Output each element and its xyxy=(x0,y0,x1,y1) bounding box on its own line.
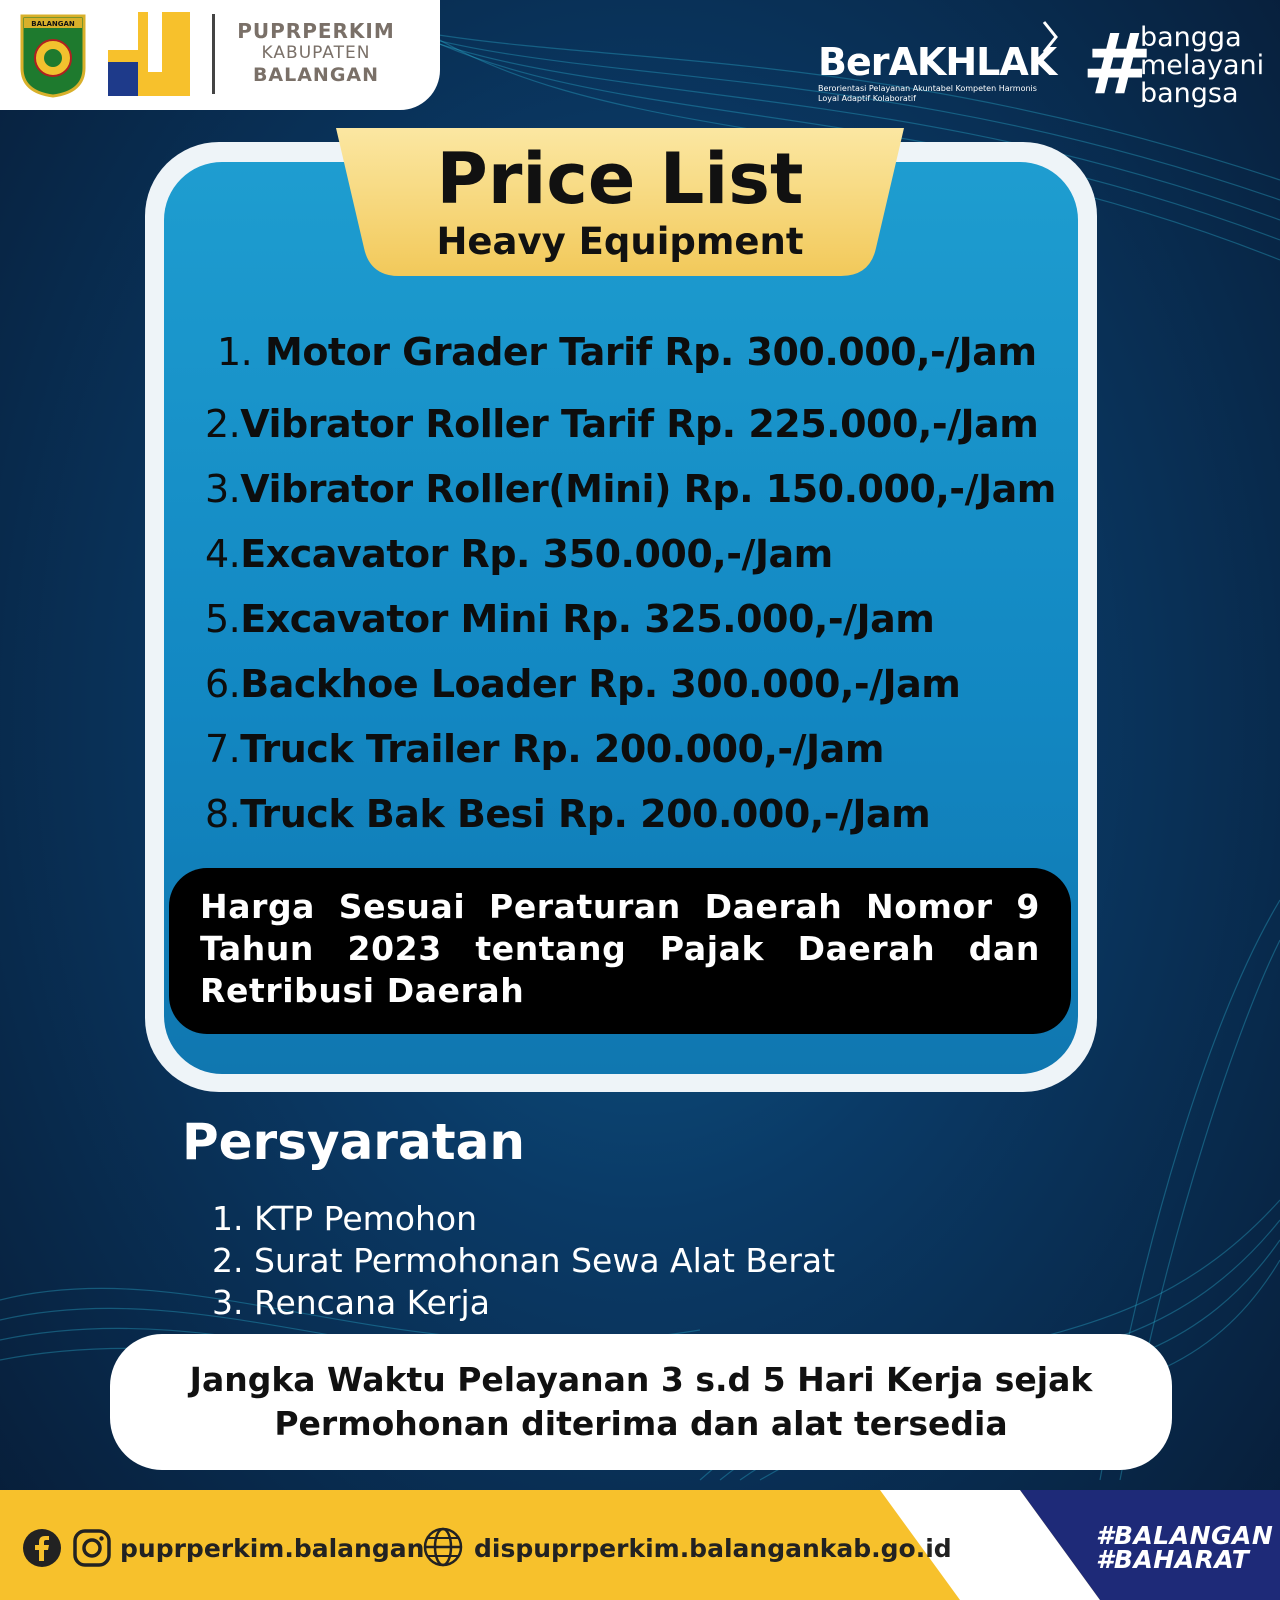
price-item-text: Truck Trailer Rp. 200.000,-/Jam xyxy=(240,727,884,771)
requirement-number: 2. xyxy=(212,1241,244,1280)
price-item-text: Backhoe Loader Rp. 300.000,-/Jam xyxy=(240,662,961,706)
price-item-number: 6. xyxy=(205,662,241,706)
hash-symbol: # xyxy=(1082,15,1153,113)
requirements-title: Persyaratan xyxy=(182,1113,525,1171)
requirement-item xyxy=(212,1240,835,1282)
berakhlak-word: BerAKHLAK xyxy=(818,40,1057,84)
requirement-number: 3. xyxy=(212,1283,244,1322)
service-time-text xyxy=(140,1358,1142,1446)
agency-name xyxy=(226,20,406,86)
requirement-item xyxy=(212,1198,835,1240)
agency-line-3: BALANGAN xyxy=(252,64,380,86)
facebook-icon[interactable] xyxy=(22,1528,62,1568)
price-item-number: 2. xyxy=(205,402,241,446)
website-link[interactable]: dispuprperkim.balangankab.go.id xyxy=(474,1534,952,1563)
price-item xyxy=(205,392,1075,457)
requirement-text: KTP Pemohon xyxy=(254,1199,478,1238)
price-item xyxy=(205,782,1075,847)
page-subtitle: Heavy Equipment xyxy=(436,220,804,263)
requirement-item xyxy=(212,1282,835,1324)
bangga-line-2: melayani xyxy=(1140,50,1265,81)
requirements-list xyxy=(212,1198,835,1324)
price-item-number: 4. xyxy=(205,532,241,576)
balangan-crest-icon xyxy=(18,12,88,98)
price-item-text: Vibrator Roller(Mini) Rp. 150.000,-/Jam xyxy=(240,467,1056,511)
berakhlak-tagline: Berorientasi Pelayanan Akuntabel Kompeten Harmonis Loyal Adaptif Kolaboratif xyxy=(818,84,1037,103)
price-item-text: Excavator Mini Rp. 325.000,-/Jam xyxy=(240,597,935,641)
bangga-line-3: bangsa xyxy=(1140,78,1239,109)
berakhlak-logo xyxy=(818,40,1058,104)
hashtag-line-2: #BAHARAT xyxy=(1096,1545,1250,1574)
price-item xyxy=(205,522,1075,587)
price-item xyxy=(205,587,1075,652)
price-item xyxy=(205,320,1075,392)
bangga-text xyxy=(1140,24,1280,108)
price-item-text: Truck Bak Besi Rp. 200.000,-/Jam xyxy=(240,792,931,836)
price-item-number: 1. xyxy=(217,330,253,374)
price-list xyxy=(205,320,1075,847)
price-item-text: Motor Grader Tarif Rp. 300.000,-/Jam xyxy=(265,330,1037,374)
price-item-text: Vibrator Roller Tarif Rp. 225.000,-/Jam xyxy=(240,402,1039,446)
agency-line-2: KABUPATEN xyxy=(261,43,371,63)
service-time-line-2: Permohonan diterima dan alat tersedia xyxy=(274,1404,1008,1443)
instagram-icon[interactable] xyxy=(72,1528,112,1568)
service-time-line-1: Jangka Waktu Pelayanan 3 s.d 5 Hari Kerja sejak xyxy=(189,1360,1093,1399)
pu-logo-icon xyxy=(108,12,190,96)
footer-hashtag xyxy=(1096,1521,1274,1574)
price-item-number: 5. xyxy=(205,597,241,641)
price-item-number: 7. xyxy=(205,727,241,771)
price-item xyxy=(205,717,1075,782)
bangga-line-1: bangga xyxy=(1140,22,1242,53)
price-item-text: Excavator Rp. 350.000,-/Jam xyxy=(240,532,833,576)
requirement-number: 1. xyxy=(212,1199,244,1238)
social-handle-link[interactable]: puprperkim.balangan xyxy=(120,1534,425,1563)
crest-label: BALANGAN xyxy=(31,20,75,28)
logo-divider xyxy=(212,14,215,94)
price-item xyxy=(205,457,1075,522)
price-item xyxy=(205,652,1075,717)
chevron-right-icon xyxy=(1040,20,1060,54)
regulation-text: Harga Sesuai Peraturan Daerah Nomor 9 Tahun 2023 tentang Pajak Daerah dan Retribusi Daerah xyxy=(200,887,1040,1010)
requirement-text: Surat Permohonan Sewa Alat Berat xyxy=(254,1241,836,1280)
agency-line-1: PUPRPERKIM xyxy=(237,19,395,43)
price-item-number: 8. xyxy=(205,792,241,836)
page-title: Price List xyxy=(436,138,804,220)
hashtag-line-1: #BALANGAN xyxy=(1096,1521,1274,1550)
price-item-number: 3. xyxy=(205,467,241,511)
globe-icon xyxy=(422,1526,464,1568)
requirement-text: Rencana Kerja xyxy=(254,1283,490,1322)
